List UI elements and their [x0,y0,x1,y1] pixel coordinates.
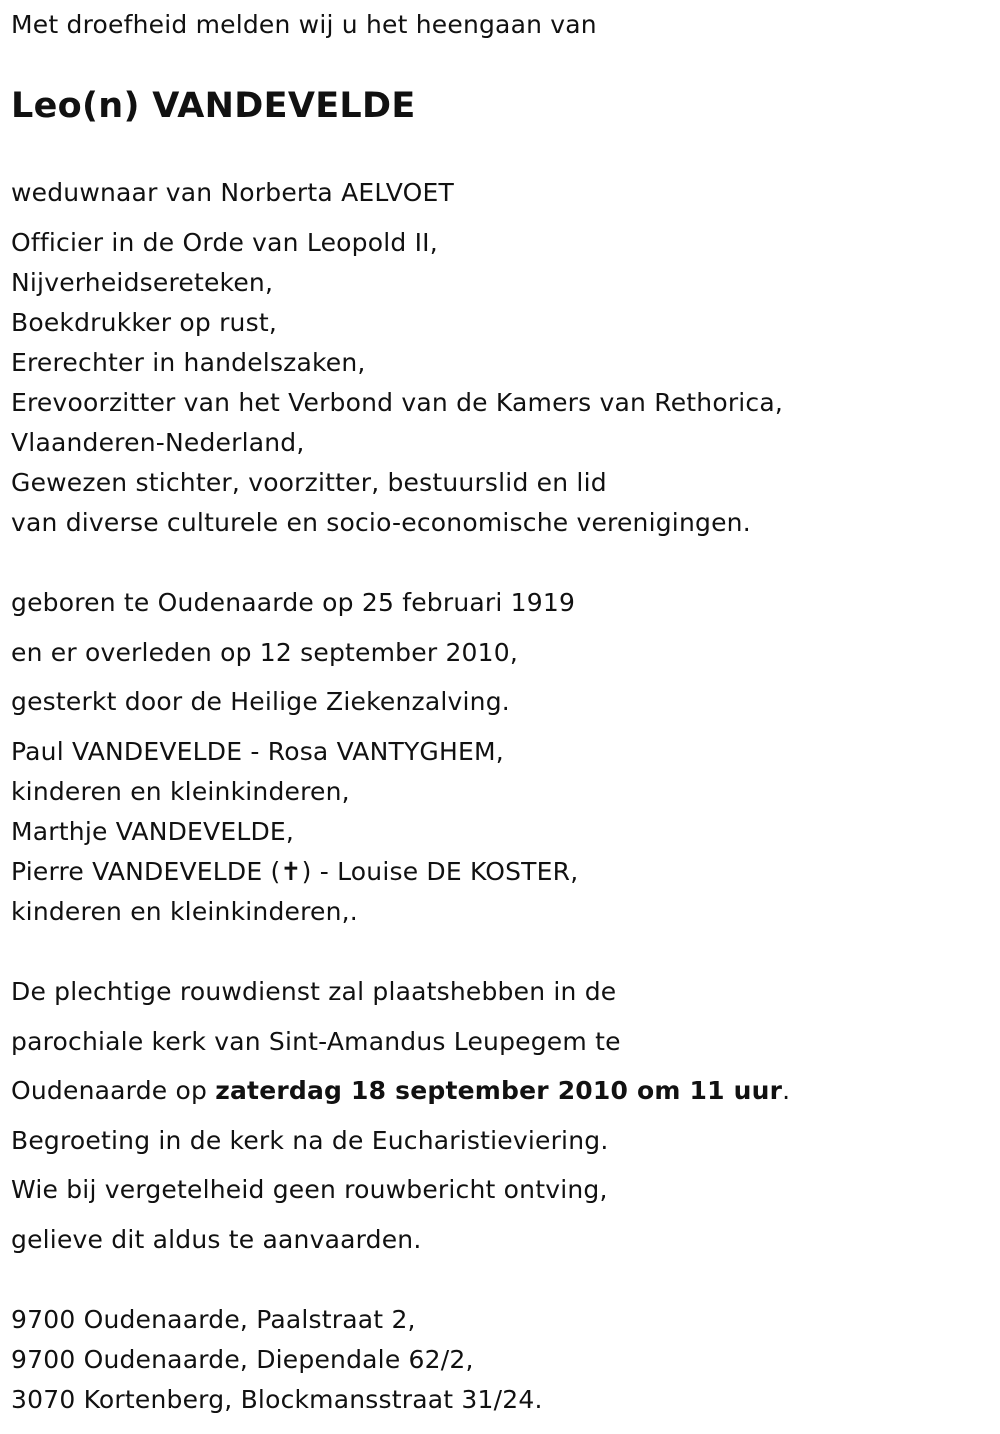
family-line: kinderen en kleinkinderen,. [11,897,358,926]
address-line: 9700 Oudenaarde, Diependale 62/2, [11,1345,474,1374]
address-line: 9700 Oudenaarde, Paalstraat 2, [11,1305,416,1334]
service-line: gelieve dit aldus te aanvaarden. [11,1225,422,1254]
sacrament-info: gesterkt door de Heilige Ziekenzalving. [11,687,510,716]
service-line: De plechtige rouwdienst zal plaatshebben in de [11,977,617,1006]
service-datetime: zaterdag 18 september 2010 om 11 uur [215,1076,783,1105]
service-line: parochiale kerk van Sint-Amandus Leupegem te [11,1027,621,1056]
title-line: van diverse culturele en socio-economische verenigingen. [11,508,751,537]
title-line: Officier in de Orde van Leopold II, [11,228,438,257]
title-line: Vlaanderen-Nederland, [11,428,305,457]
address-line: 3070 Kortenberg, Blockmansstraat 31/24. [11,1385,543,1414]
widower-of: weduwnaar van Norberta AELVOET [11,178,454,207]
family-line: Paul VANDEVELDE - Rosa VANTYGHEM, [11,737,504,766]
service-prefix: Oudenaarde op [11,1076,216,1105]
title-line: Ererechter in handelszaken, [11,348,366,377]
title-line: Boekdrukker op rust, [11,308,277,337]
service-line: Begroeting in de kerk na de Eucharistieviering. [11,1126,609,1155]
birth-info: geboren te Oudenaarde op 25 februari 1919 [11,588,576,617]
family-line: kinderen en kleinkinderen, [11,777,350,806]
family-line: Pierre VANDEVELDE (✝) - Louise DE KOSTER, [11,857,579,886]
title-line: Nijverheidsereteken, [11,268,274,297]
service-suffix: . [782,1076,791,1105]
service-datetime-line [11,1076,790,1106]
title-line: Erevoorzitter van het Verbond van de Kamers van Rethorica, [11,388,784,417]
title-line: Gewezen stichter, voorzitter, bestuurslid en lid [11,468,607,497]
death-info: en er overleden op 12 september 2010, [11,638,519,667]
family-line: Marthje VANDEVELDE, [11,817,295,846]
deceased-name: Leo(n) VANDEVELDE [11,86,416,126]
service-line: Wie bij vergetelheid geen rouwbericht ontving, [11,1175,608,1204]
intro-text: Met droefheid melden wij u het heengaan van [11,10,597,39]
